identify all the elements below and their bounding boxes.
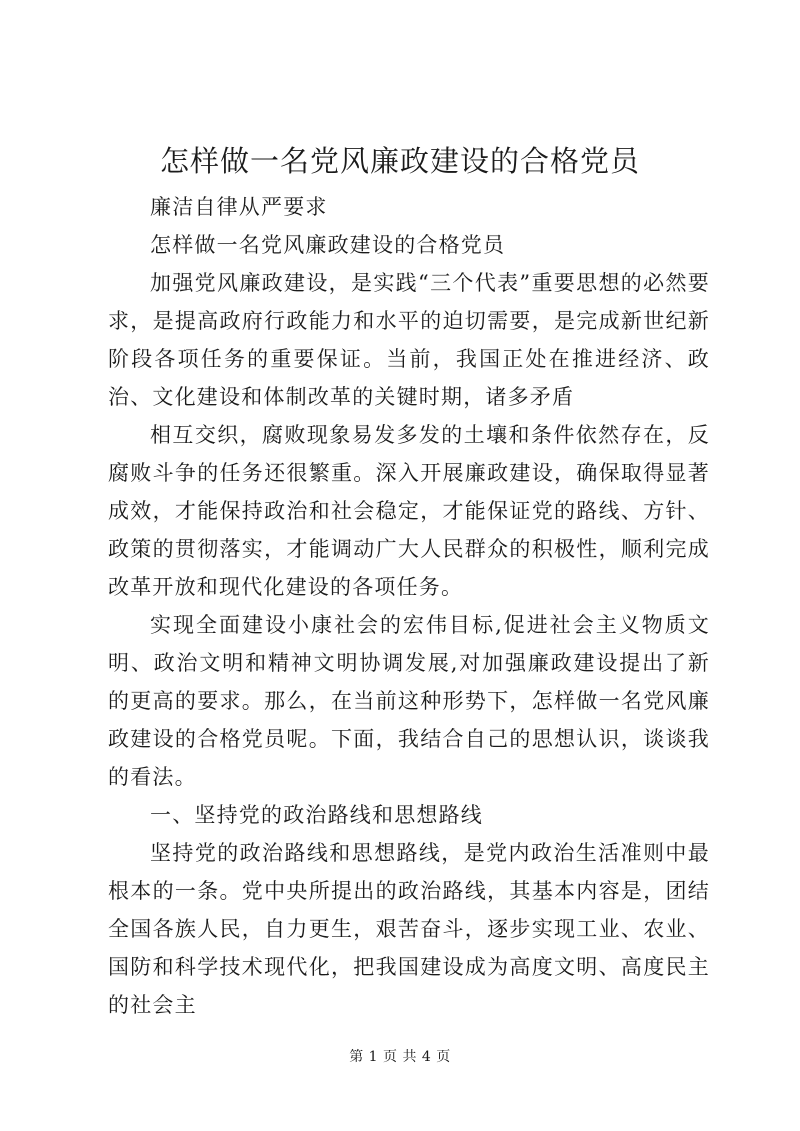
paragraph-goal: 实现全面建设小康社会的宏伟目标,促进社会主义物质文明、政治文明和精神文明协调发展,对加强廉政建设提出了新的更高的要求。那么，在当前这种形势下，怎样做一名党风廉政建设的合格党员呢。下面，我结合自己的思想认识，谈谈我的看法。 <box>108 613 710 789</box>
page-footer: 第 1 页 共 4 页 <box>349 1049 451 1065</box>
paragraph-political-line: 坚持党的政治路线和思想路线，是党内政治生活准则中最根本的一条。党中央所提出的政治路线，其基本内容是，团结全国各族人民，自力更生，艰苦奋斗，逐步实现工业、农业、国防和科学技术现代化，把我国建设成为高度文明、高度民主的社会主 <box>108 841 710 1017</box>
document-title: 怎样做一名党风廉政建设的合格党员 <box>159 144 640 178</box>
paragraph-subtitle: 廉洁自律从严要求 <box>150 195 328 219</box>
paragraph-repeat-title: 怎样做一名党风廉政建设的合格党员 <box>150 233 506 257</box>
paragraph-intro: 加强党风廉政建设，是实践“三个代表”重要思想的必然要求，是提高政府行政能力和水平的迫切需要，是完成新世纪新阶段各项任务的重要保证。当前，我国正处在推进经济、政治、文化建设和体制改革的关键时期，诸多矛盾 <box>108 271 710 409</box>
document-body <box>108 188 710 1024</box>
paragraph-corruption: 相互交织，腐败现象易发多发的土壤和条件依然存在，反腐败斗争的任务还很繁重。深入开展廉政建设，确保取得显著成效，才能保持政治和社会稳定，才能保证党的路线、方针、政策的贯彻落实，才能调动广大人民群众的积极性，顺利完成改革开放和现代化建设的各项任务。 <box>108 423 710 599</box>
section-heading-1: 一、坚持党的政治路线和思想路线 <box>150 803 483 827</box>
